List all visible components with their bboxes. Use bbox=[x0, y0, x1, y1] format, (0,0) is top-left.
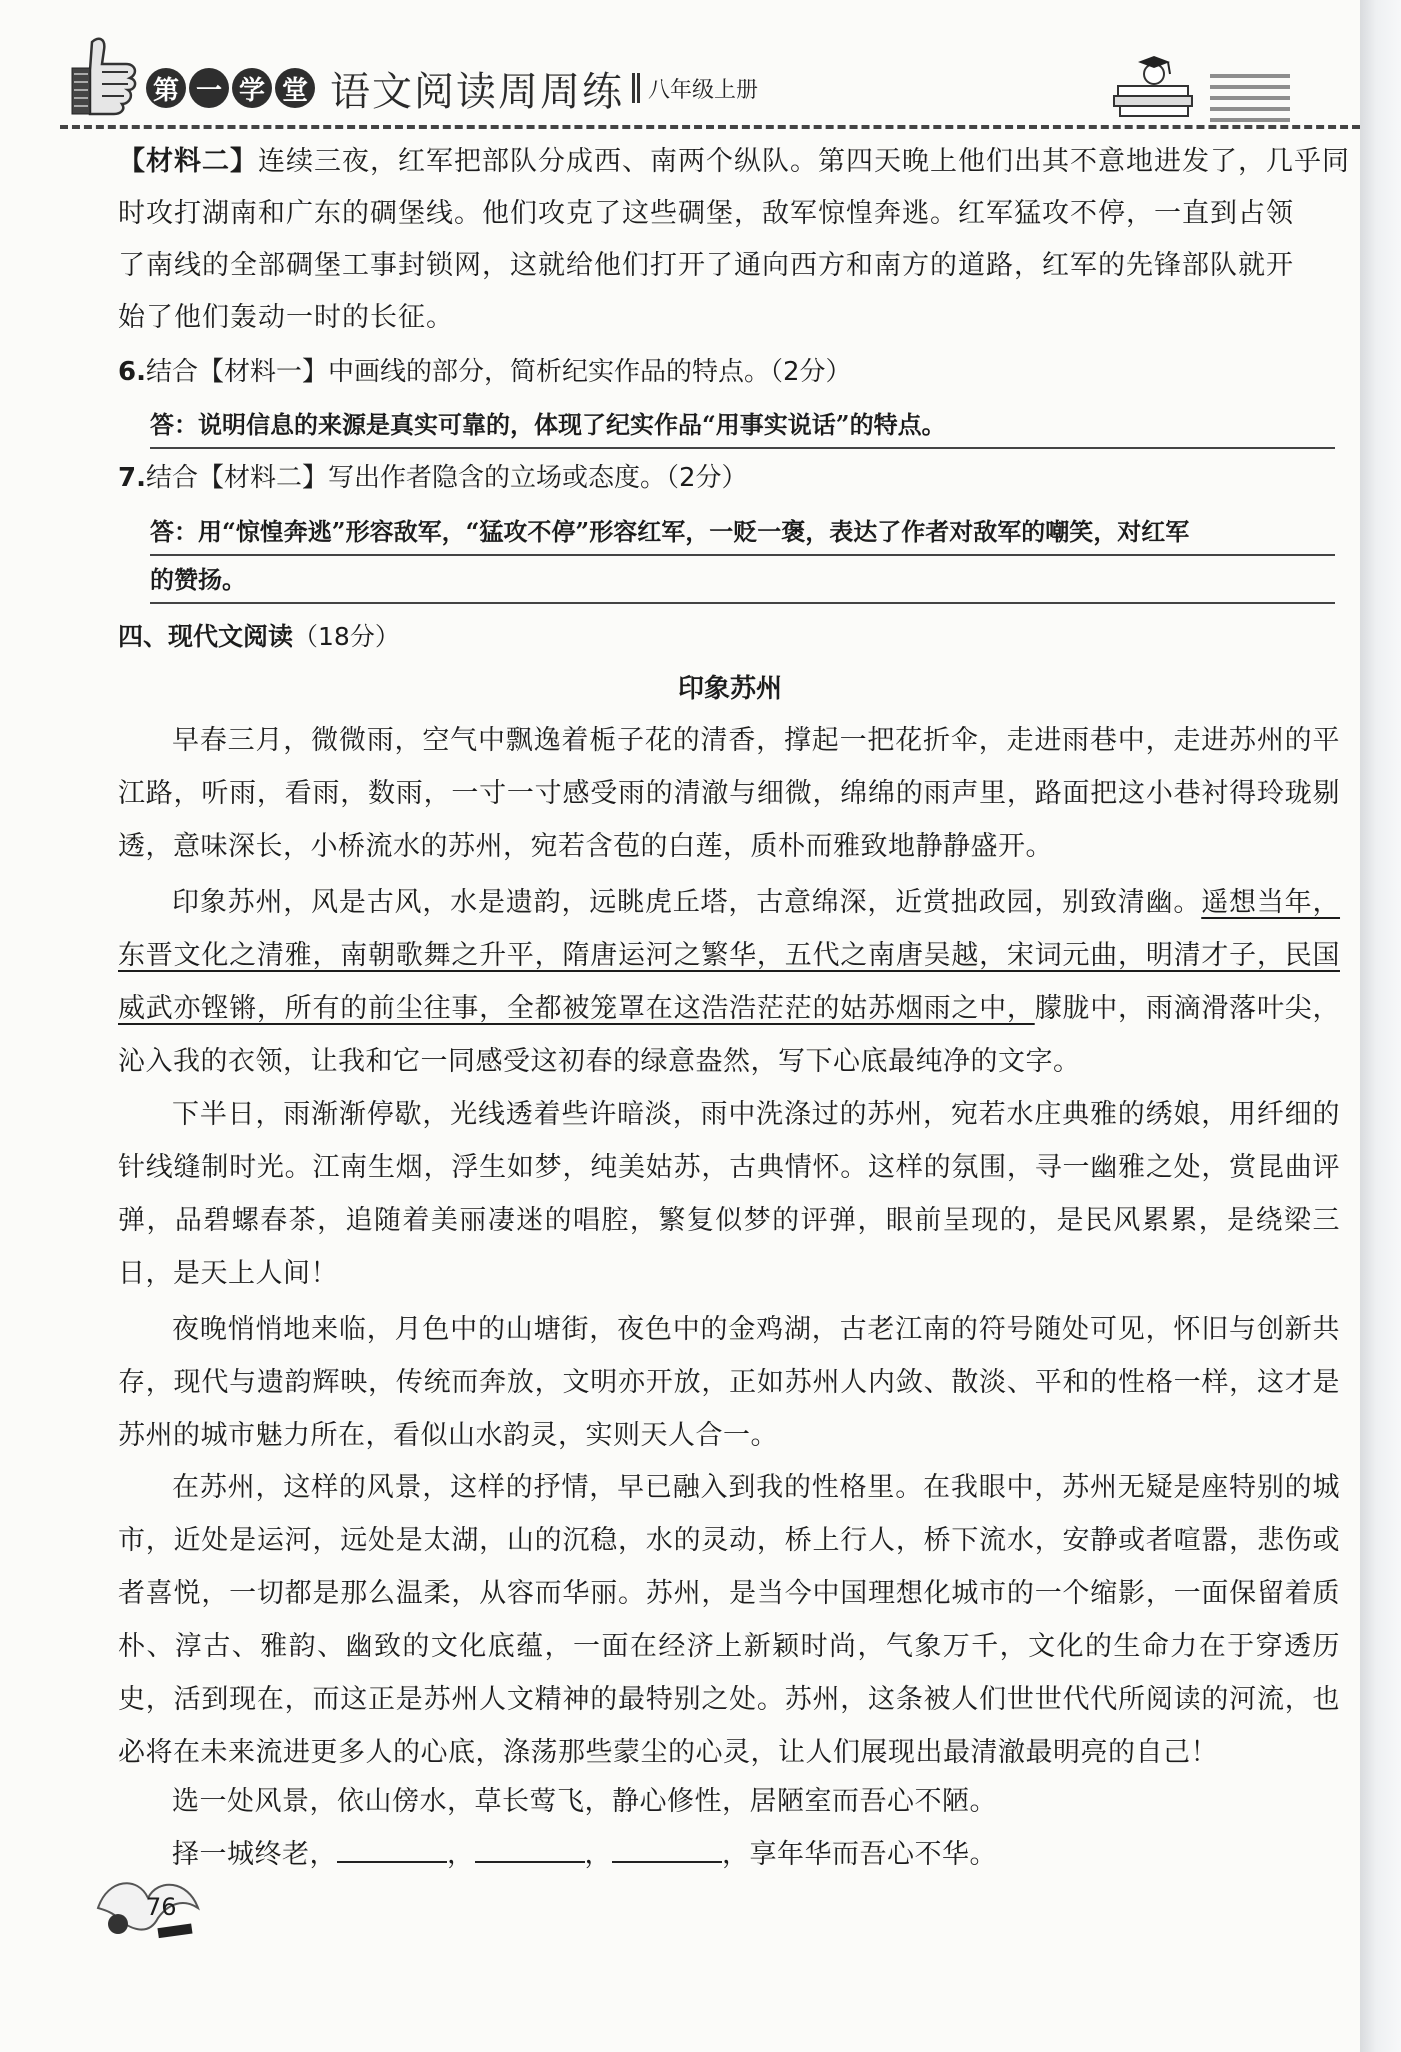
page-number: 76 bbox=[146, 1893, 177, 1921]
essay-paragraph-6: 选一处风景，依山傍水，草长莺飞，静心修性，居陋室而吾心不陋。 bbox=[172, 1786, 997, 1817]
material2-line-3: 了南线的全部碉堡工事封锁网，这就给他们打开了通向西方和南方的道路，红军的先锋部队就开 bbox=[118, 250, 1294, 281]
graduate-books-icon bbox=[1110, 52, 1200, 122]
essay-paragraph-2: 印象苏州，风是古风，水是遗韵，远眺虎丘塔，古意绵深，近赏拙政园，别致清幽。遥想当年，东晋文化之清雅，南朝歌舞之升平，隋唐运河之繁华，五代之南唐吴越，宋词元曲，明清才子，民国威武亦铿锵，所有的前尘往事，全都被笼罩在这浩浩茫茫的姑苏烟雨之中，朦胧中，雨滴滑落叶尖，沁入我的衣领，让我和它一同感受这初春的绿意盎然，写下心底最纯净的文字。 bbox=[118, 887, 1341, 1077]
material2-line-4: 始了他们轰动一时的长征。 bbox=[118, 302, 454, 333]
answer-7-line-1: 答：用“惊惶奔逃”形容敌军，“猛攻不停”形容红军，一贬一褒，表达了作者对敌军的嘲笑，对红军 bbox=[150, 510, 1335, 556]
essay-paragraph-3: 下半日，雨渐渐停歇，光线透着些许暗淡，雨中洗涤过的苏州，宛若水庄典雅的绣娘，用纤细的针线缝制时光。江南生烟，浮生如梦，纯美姑苏，古典情怀。这样的氛围，寻一幽雅之处，赏昆曲评弹，品碧螺春茶，追随着美丽凄迷的唱腔，繁复似梦的评弹，眼前呈现的，是民风累累，是绕梁三日，是天上人间！ bbox=[118, 1099, 1340, 1289]
series-char-1: 第 bbox=[146, 68, 186, 108]
answer-6: 答：说明信息的来源是真实可靠的，体现了纪实作品“用事实说话”的特点。 bbox=[150, 403, 1335, 449]
question-7: 7.结合【材料二】写出作者隐含的立场或态度。（2分） bbox=[118, 463, 748, 493]
page-header bbox=[60, 30, 1270, 130]
essay-paragraph-7: 择一城终老， ， ， ，享年华而吾心不华。 bbox=[172, 1839, 997, 1870]
header-divider bbox=[60, 125, 1360, 129]
essay-paragraph-5: 在苏州，这样的风景，这样的抒情，早已融入到我的性格里。在我眼中，苏州无疑是座特别的城市，近处是运河，远处是太湖，山的沉稳，水的灵动，桥上行人，桥下流水，安静或者喧嚣，悲伤或者喜悦，一切都是那么温柔，从容而华丽。苏州，是当今中国理想化城市的一个缩影，一面保留着质朴、淳古、雅韵、幽致的文化底蕴，一面在经济上新颖时尚，气象万千，文化的生命力在于穿透历史，活到现在，而这正是苏州人文精神的最特别之处。苏州，这条被人们世世代代所阅读的河流，也必将在未来流进更多人的心底，涤荡那些蒙尘的心灵，让人们展现出最清澈最明亮的自己！ bbox=[118, 1472, 1340, 1768]
material2-label: 【材料二】 bbox=[118, 146, 258, 177]
question-6: 6.结合【材料一】中画线的部分，简析纪实作品的特点。（2分） bbox=[118, 357, 852, 387]
series-char-4: 堂 bbox=[275, 68, 315, 108]
grade-label: 八年级上册 bbox=[648, 77, 759, 103]
essay-paragraph-4: 夜晚悄悄地来临，月色中的山塘街，夜色中的金鸡湖，古老江南的符号随处可见，怀旧与创新共存，现代与遗韵辉映，传统而奔放，文明亦开放，正如苏州人内敛、散淡、平和的性格一样，这才是苏州的城市魅力所在，看似山水韵灵，实则天人合一。 bbox=[118, 1314, 1340, 1451]
answer-7-line-2: 的赞扬。 bbox=[150, 558, 1335, 604]
underlined-passage: 遥想当年，东晋文化之清雅，南朝歌舞之升平，隋唐运河之繁华，五代之南唐吴越，宋词元曲，明清才子，民国威武亦铿锵，所有的前尘往事，全都被笼罩在这浩浩茫茫的姑苏烟雨之中， bbox=[118, 887, 1341, 1024]
series-char-2: 一 bbox=[189, 68, 229, 108]
series-title: 语文阅读周周练 bbox=[330, 68, 624, 115]
header-stripes bbox=[1210, 74, 1290, 124]
essay-paragraph-1: 早春三月，微微雨，空气中飘逸着栀子花的清香，撑起一把花折伞，走进雨巷中，走进苏州的平江路，听雨，看雨，数雨，一寸一寸感受雨的清澈与细微，绵绵的雨声里，路面把这小巷衬得玲珑剔透，意味深长，小桥流水的苏州，宛若含苞的白莲，质朴而雅致地静静盛开。 bbox=[118, 725, 1340, 862]
material2-line-2: 时攻打湖南和广东的碉堡线。他们攻克了这些碉堡，敌军惊惶奔逃。红军猛攻不停，一直到占领 bbox=[118, 198, 1294, 229]
section-heading: 四、现代文阅读（18分） bbox=[118, 622, 400, 651]
page-edge bbox=[1360, 0, 1401, 2052]
thumbs-up-icon bbox=[68, 34, 144, 116]
header-title bbox=[146, 62, 758, 114]
bars-icon bbox=[632, 73, 642, 103]
answer-blank-1[interactable] bbox=[337, 1841, 447, 1863]
material2-line-1: 【材料二】连续三夜，红军把部队分成西、南两个纵队。第四天晚上他们出其不意地进发了，几乎同 bbox=[118, 146, 1350, 177]
essay-title: 印象苏州 bbox=[677, 674, 782, 704]
series-char-3: 学 bbox=[232, 68, 272, 108]
answer-blank-2[interactable] bbox=[475, 1841, 585, 1863]
answer-blank-3[interactable] bbox=[612, 1841, 722, 1863]
